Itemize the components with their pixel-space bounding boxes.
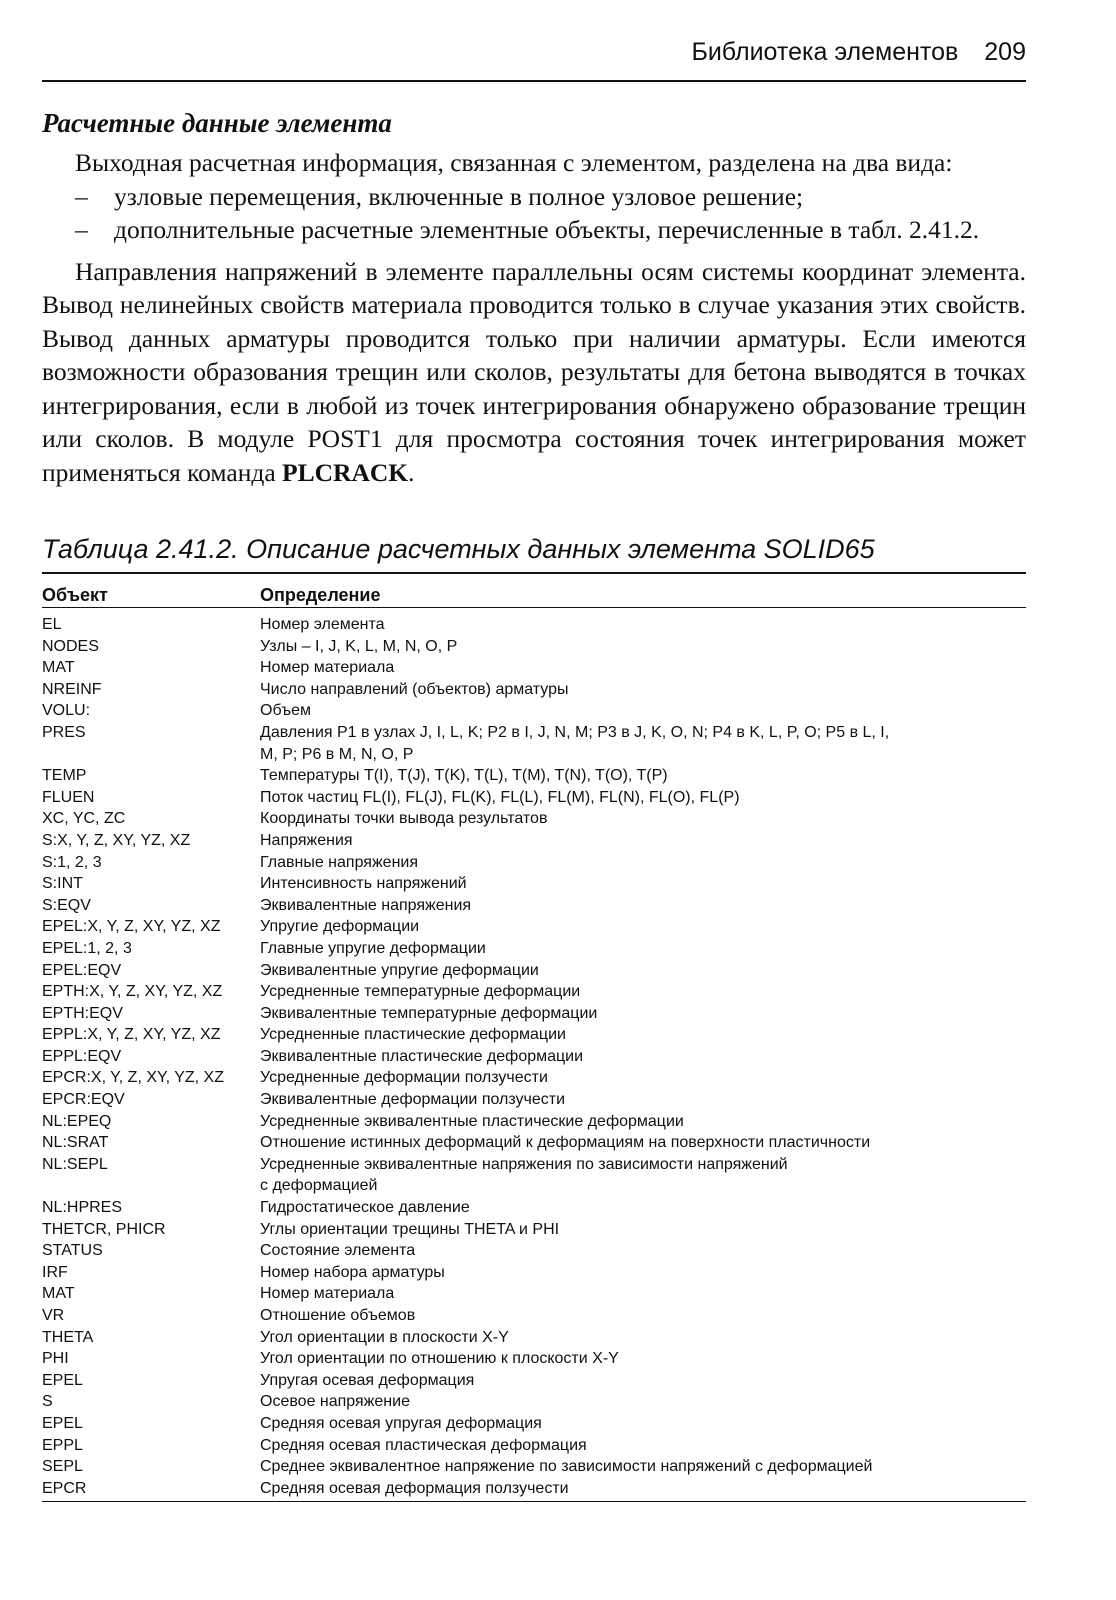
cell-definition: Состояние элемента: [260, 1242, 416, 1260]
cell-object: IRF: [42, 1263, 68, 1281]
table-row: [42, 938, 1026, 960]
list-item-text: дополнительные расчетные элементные объекты, перечисленные в табл. 2.41.2.: [114, 215, 980, 244]
table-row: [42, 1024, 1026, 1046]
cell-object: EPEL: [42, 1371, 83, 1389]
cell-object: EPEL: [42, 1414, 83, 1432]
cell-definition: Главные упругие деформации: [260, 939, 486, 957]
cell-object: XC, YC, ZC: [42, 810, 126, 828]
table-bottom-rule: [42, 1501, 1026, 1502]
cell-definition: Интенсивность напряжений: [260, 875, 467, 893]
table-row: [42, 808, 1026, 830]
table-row: [42, 895, 1026, 917]
output-kinds-list: [42, 180, 1026, 247]
cell-object: [42, 1175, 260, 1197]
table-row: [42, 1327, 1026, 1349]
table-row: [42, 1132, 1026, 1154]
cell-definition: M, P; P6 в M, N, O, P: [260, 745, 414, 763]
cell-definition: Номер элемента: [260, 616, 385, 633]
cell-object: EPCR:EQV: [42, 1091, 125, 1109]
cell-definition: Главные напряжения: [260, 853, 418, 871]
table-row: [42, 636, 1026, 658]
table-row: [42, 744, 1026, 766]
cell-definition: Средняя осевая деформация ползучести: [260, 1479, 569, 1497]
list-dash: –: [75, 181, 88, 211]
cell-object: NL:EPEQ: [42, 1112, 112, 1130]
main-paragraph: Направления напряжений в элементе параллельны осям системы координат элемента. Вывод нелинейных свойств материала проводится только в случае указания этих свойств. Вывод данных арматуры проводится только при наличии арматуры. Если имеются возможности образования трещин или сколов, результаты для бетона выводятся в точках интегрирования, если в любой из точек интегрирования обнаружено образование трещин или сколов. В модуле POST1 для просмотра состояния точек интегрирования может применяться команда PLCRACK.: [42, 256, 1026, 487]
cell-definition: Усредненные пластические деформации: [260, 1026, 566, 1044]
cell-object: EPEL:EQV: [42, 961, 122, 979]
cell-definition: Упругие деформации: [260, 918, 420, 936]
table-row: [42, 765, 1026, 787]
cell-definition: Номер материала: [260, 659, 395, 677]
cell-object: MAT: [42, 1285, 75, 1303]
cell-object: EPPL:EQV: [42, 1047, 122, 1065]
cell-object: [42, 744, 260, 766]
table-row: [42, 1262, 1026, 1284]
cell-object: EPPL: [42, 1436, 83, 1454]
table-row: [42, 1283, 1026, 1305]
cell-object: S:X, Y, Z, XY, YZ, XZ: [42, 831, 191, 849]
table-row: [42, 787, 1026, 809]
cell-object: EPCR:X, Y, Z, XY, YZ, XZ: [42, 1069, 224, 1087]
cell-definition: Эквивалентные температурные деформации: [260, 1004, 598, 1022]
table-row: [42, 1154, 1026, 1176]
cell-definition: Эквивалентные напряжения: [260, 896, 472, 914]
table-row: [42, 830, 1026, 852]
cell-definition: Гидростатическое давление: [260, 1199, 470, 1217]
column-header-object: Объект: [42, 584, 108, 605]
header-rule: [42, 80, 1026, 82]
table-row: [42, 1089, 1026, 1111]
list-item-text: узловые перемещения, включенные в полное узловое решение;: [114, 181, 804, 211]
cell-object: NL:SRAT: [42, 1134, 109, 1152]
cell-object: TEMP: [42, 767, 87, 785]
cell-object: VOLU:: [42, 702, 91, 720]
cell-definition: Среднее эквивалентное напряжение по зависимости напряжений с деформацией: [260, 1458, 873, 1476]
table-row: [42, 1305, 1026, 1327]
cell-definition: Давления P1 в узлах J, I, L, K; P2 в I, J, N, M; P3 в J, K, O, N; P4 в K, L, P, O; P5 в L, I,: [260, 723, 890, 741]
cell-definition: Отношение объемов: [260, 1307, 416, 1324]
table-row: [42, 614, 1026, 636]
command-name: PLCRACK: [282, 457, 409, 487]
page-number: 209: [984, 38, 1026, 66]
cell-object: EPEL:X, Y, Z, XY, YZ, XZ: [42, 918, 221, 936]
table-row: [42, 852, 1026, 874]
output-data-table: [42, 583, 1026, 1502]
column-header-definition: Определение: [260, 584, 381, 605]
table-row: [42, 960, 1026, 982]
running-header: [42, 38, 1026, 72]
cell-definition: Угол ориентации в плоскости X-Y: [260, 1328, 509, 1346]
cell-definition: Объем: [260, 702, 311, 720]
cell-object: NL:HPRES: [42, 1199, 123, 1217]
table-row: [42, 1197, 1026, 1219]
cell-definition: Осевое напряжение: [260, 1393, 410, 1411]
cell-definition: Средняя осевая пластическая деформация: [260, 1436, 587, 1454]
table-row: [42, 700, 1026, 722]
cell-object: S:INT: [42, 875, 83, 893]
cell-object: PHI: [42, 1350, 69, 1368]
cell-definition: Эквивалентные деформации ползучести: [260, 1091, 566, 1109]
cell-object: EPPL:X, Y, Z, XY, YZ, XZ: [42, 1026, 221, 1044]
body-text: [42, 146, 1026, 489]
cell-object: THETCR, PHICR: [42, 1220, 166, 1238]
table-row: [42, 1219, 1026, 1241]
caption-rule: [42, 572, 1026, 574]
list-item: [42, 213, 1026, 247]
table-row: [42, 1046, 1026, 1068]
running-title: Библиотека элементов: [691, 38, 959, 66]
cell-definition: Эквивалентные упругие деформации: [260, 961, 539, 979]
cell-definition: Температуры T(I), T(J), T(K), T(L), T(M), T(N), T(O), T(P): [260, 767, 668, 785]
table-row: [42, 1175, 1026, 1197]
cell-object: NREINF: [42, 680, 102, 698]
cell-definition: Номер материала: [260, 1285, 395, 1303]
table-row: [42, 722, 1026, 744]
cell-object: NODES: [42, 637, 99, 655]
table-row: [42, 1067, 1026, 1089]
table-row: [42, 1111, 1026, 1133]
table-row: [42, 1370, 1026, 1392]
cell-object: S:EQV: [42, 896, 91, 914]
cell-definition: Координаты точки вывода результатов: [260, 810, 548, 828]
cell-object: NL:SEPL: [42, 1155, 108, 1173]
table-body: [42, 608, 1026, 1499]
cell-definition: Углы ориентации трещины THETA и PHI: [260, 1220, 560, 1238]
table-row: [42, 1435, 1026, 1457]
table-header: [42, 583, 1026, 608]
list-item: [42, 180, 1026, 214]
cell-definition: Номер набора арматуры: [260, 1263, 445, 1281]
cell-object: EPTH:X, Y, Z, XY, YZ, XZ: [42, 983, 223, 1001]
cell-definition: Угол ориентации по отношению к плоскости X-Y: [260, 1350, 619, 1368]
cell-definition: с деформацией: [260, 1177, 378, 1195]
list-dash: –: [75, 215, 88, 244]
table-row: [42, 981, 1026, 1003]
table-caption: Таблица 2.41.2. Описание расчетных данных элемента SOLID65: [42, 534, 875, 564]
cell-object: S:1, 2, 3: [42, 853, 102, 871]
cell-definition: Узлы – I, J, K, L, M, N, O, P: [260, 637, 458, 655]
cell-definition: Усредненные деформации ползучести: [260, 1069, 548, 1087]
table-row: [42, 679, 1026, 701]
cell-object: THETA: [42, 1328, 94, 1346]
paragraph-text: Направления напряжений в элементе параллельны осям системы координат элемента. Вывод нелинейных свойств материала проводится только в случае указания этих свойств. Вывод данных арматуры проводится только при наличии арматуры. Если имеются возможности образования трещин или сколов, результаты для бетона выводятся в точках интегрирования, если в любой из точек интегрирования обнаружено образование трещин или сколов. В модуле POST1 для просмотра состояния точек интегрирования может применяться команда: [42, 256, 1026, 487]
table-row: [42, 1240, 1026, 1262]
cell-object: MAT: [42, 659, 75, 677]
cell-definition: Отношение истинных деформаций к деформациям на поверхности пластичности: [260, 1134, 871, 1152]
cell-object: EPCR: [42, 1479, 87, 1497]
cell-object: EPEL:1, 2, 3: [42, 939, 132, 957]
table-row: [42, 1391, 1026, 1413]
cell-object: EPTH:EQV: [42, 1004, 123, 1022]
cell-definition: Средняя осевая упругая деформация: [260, 1414, 542, 1432]
cell-definition: Эквивалентные пластические деформации: [260, 1047, 584, 1065]
table-row: [42, 1456, 1026, 1478]
cell-definition: Усредненные температурные деформации: [260, 983, 581, 1001]
cell-definition: Упругая осевая деформация: [260, 1371, 475, 1389]
cell-definition: Число направлений (объектов) арматуры: [260, 680, 569, 698]
table-row: [42, 1478, 1026, 1500]
cell-object: SEPL: [42, 1458, 83, 1476]
cell-object: PRES: [42, 723, 86, 741]
table-row: [42, 1348, 1026, 1370]
cell-object: STATUS: [42, 1242, 103, 1260]
cell-object: FLUEN: [42, 788, 95, 806]
cell-definition: Поток частиц FL(I), FL(J), FL(K), FL(L), FL(M), FL(N), FL(O), FL(P): [260, 788, 740, 806]
intro-paragraph: Выходная расчетная информация, связанная с элементом, разделена на два вида:: [75, 148, 953, 177]
table-row: [42, 916, 1026, 938]
table-row: [42, 1003, 1026, 1025]
table-row: [42, 1413, 1026, 1435]
cell-object: EL: [42, 616, 62, 633]
cell-definition: Усредненные эквивалентные напряжения по зависимости напряжений: [260, 1155, 788, 1173]
table-row: [42, 873, 1026, 895]
cell-object: S: [42, 1393, 53, 1411]
cell-definition: Напряжения: [260, 831, 353, 849]
cell-definition: Усредненные эквивалентные пластические деформации: [260, 1112, 684, 1130]
table-row: [42, 657, 1026, 679]
cell-object: VR: [42, 1307, 65, 1324]
section-heading: Расчетные данные элемента: [42, 108, 392, 138]
